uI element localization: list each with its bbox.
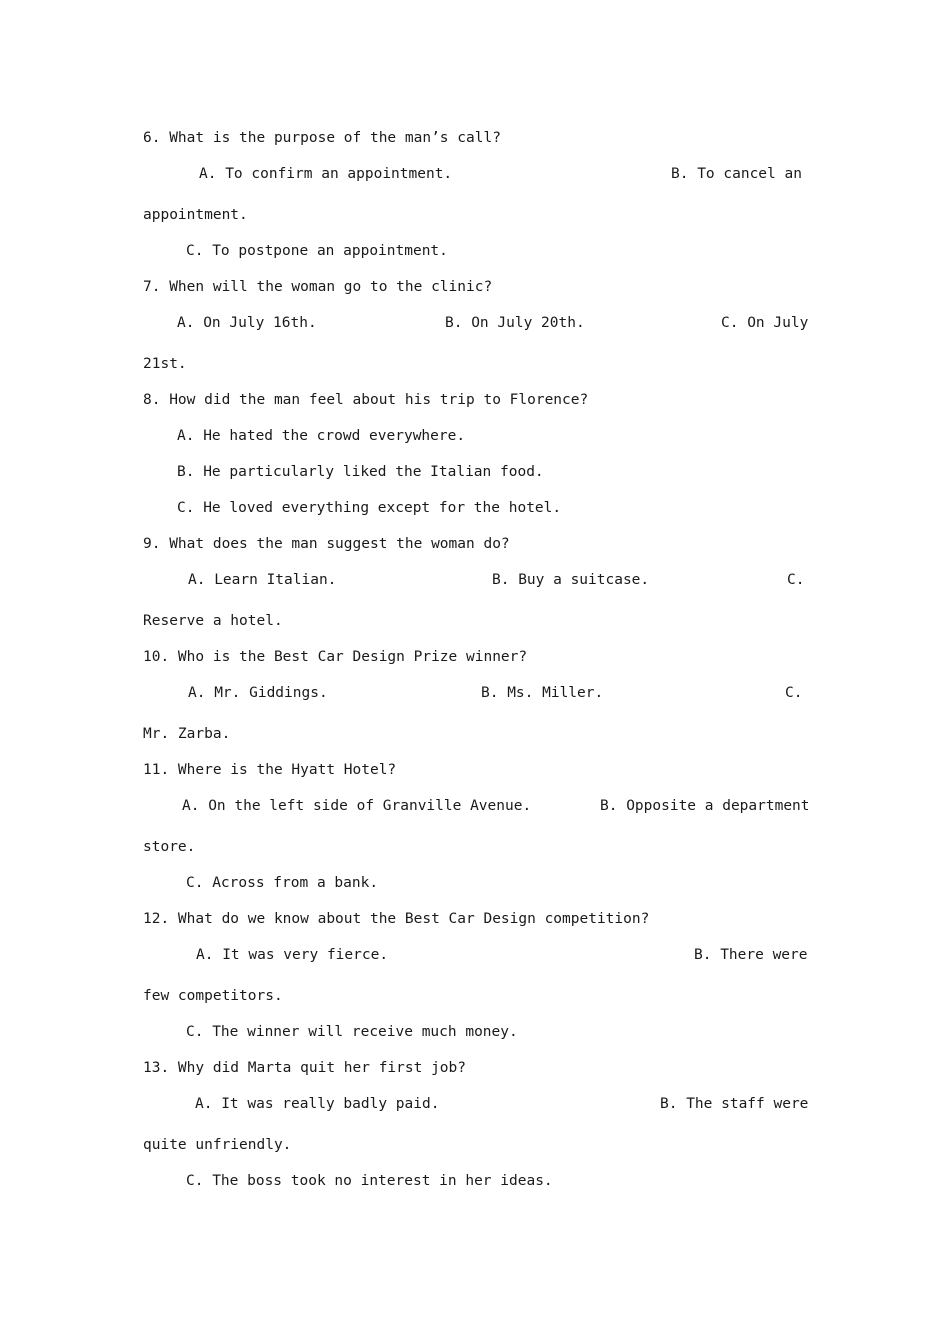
question-7-stem: 7. When will the woman go to the clinic? (143, 279, 493, 295)
question-11-option-c: C. Across from a bank. (186, 875, 379, 891)
question-12-option-c: C. The winner will receive much money. (186, 1024, 518, 1040)
question-7-option-b: B. On July 20th. (445, 315, 585, 331)
question-13-option-b: B. The staff were (660, 1096, 809, 1112)
question-10-option-c-wrap: Mr. Zarba. (143, 726, 231, 742)
question-9-option-c: C. (787, 572, 805, 588)
question-8-option-b: B. He particularly liked the Italian food. (177, 464, 544, 480)
question-12-option-b-wrap: few competitors. (143, 988, 283, 1004)
question-6-option-c: C. To postpone an appointment. (186, 243, 448, 259)
question-7-option-a: A. On July 16th. (177, 315, 317, 331)
question-6-option-b-wrap: appointment. (143, 207, 248, 223)
question-12-stem: 12. What do we know about the Best Car Design competition? (143, 911, 650, 927)
question-8-stem: 8. How did the man feel about his trip to Florence? (143, 392, 589, 408)
question-6-stem: 6. What is the purpose of the man’s call? (143, 130, 501, 146)
question-12-option-b: B. There were (694, 947, 808, 963)
question-8-option-a: A. He hated the crowd everywhere. (177, 428, 466, 444)
question-10-option-c: C. (785, 685, 803, 701)
question-8-option-c: C. He loved everything except for the hotel. (177, 500, 562, 516)
question-13-stem: 13. Why did Marta quit her first job? (143, 1060, 467, 1076)
question-11-stem: 11. Where is the Hyatt Hotel? (143, 762, 397, 778)
question-10-option-a: A. Mr. Giddings. (188, 685, 328, 701)
question-10-option-b: B. Ms. Miller. (481, 685, 604, 701)
question-13-option-b-wrap: quite unfriendly. (143, 1137, 292, 1153)
question-12-option-a: A. It was very fierce. (196, 947, 389, 963)
question-13-option-a: A. It was really badly paid. (195, 1096, 440, 1112)
question-13-option-c: C. The boss took no interest in her ideas. (186, 1173, 553, 1189)
question-9-option-c-wrap: Reserve a hotel. (143, 613, 283, 629)
question-9-stem: 9. What does the man suggest the woman do? (143, 536, 510, 552)
question-9-option-b: B. Buy a suitcase. (492, 572, 650, 588)
question-11-option-b-wrap: store. (143, 839, 196, 855)
question-11-option-a: A. On the left side of Granville Avenue. (182, 798, 532, 814)
question-7-option-c-wrap: 21st. (143, 356, 187, 372)
question-6-option-a: A. To confirm an appointment. (199, 166, 453, 182)
question-10-stem: 10. Who is the Best Car Design Prize winner? (143, 649, 528, 665)
question-9-option-a: A. Learn Italian. (188, 572, 337, 588)
question-7-option-c: C. On July (721, 315, 809, 331)
question-11-option-b: B. Opposite a department (600, 798, 810, 814)
question-6-option-b: B. To cancel an (671, 166, 802, 182)
